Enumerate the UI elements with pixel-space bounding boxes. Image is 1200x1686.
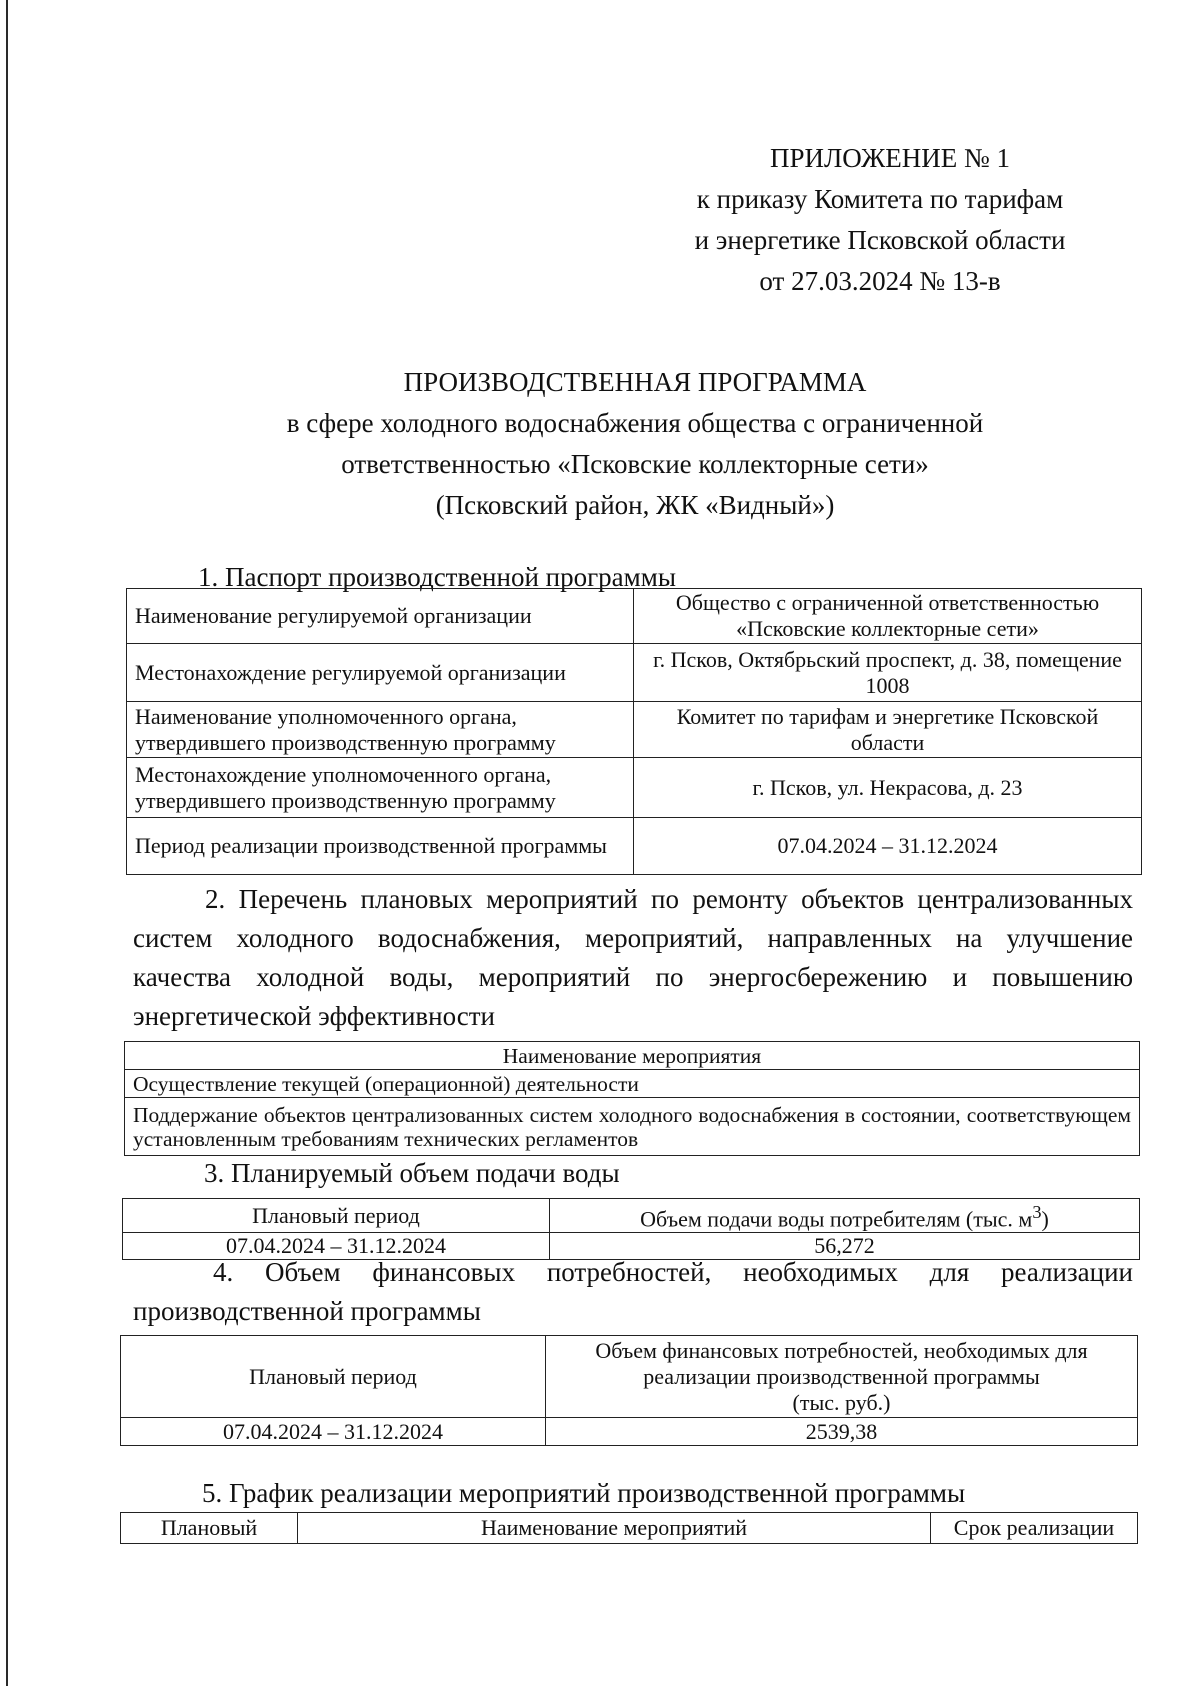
program-subtitle: (Псковский район, ЖК «Видный») <box>435 490 835 520</box>
table-row <box>127 758 1142 818</box>
table-header-cell: Плановый период <box>121 1336 546 1418</box>
table-row <box>127 589 1142 644</box>
appendix-line: к приказу Комитета по тарифам <box>696 184 1064 214</box>
table-row <box>121 1336 1138 1418</box>
table-row <box>127 644 1142 702</box>
scan-edge-line <box>6 0 8 1686</box>
table-header-cell: Наименование мероприятия <box>125 1042 1140 1070</box>
table-cell: Поддержание объектов централизованных систем холодного водоснабжения в состоянии, соответствующем установленным требованиям технических регламентов <box>125 1098 1140 1156</box>
header-line: реализации производственной программы <box>643 1363 1040 1389</box>
table-header-cell <box>550 1199 1140 1233</box>
table-header-cell: Плановый <box>121 1513 298 1544</box>
measures-table <box>124 1041 1140 1156</box>
table-row <box>123 1199 1140 1233</box>
table-row <box>121 1513 1138 1544</box>
table-cell: Осуществление текущей (операционной) деятельности <box>125 1070 1140 1098</box>
table-row <box>125 1070 1140 1098</box>
table-header-cell: Срок реализации <box>931 1513 1138 1544</box>
program-subtitle: ответственностью «Псковские коллекторные сети» <box>341 449 929 479</box>
table-header-cell: Плановый период <box>123 1199 550 1233</box>
table-row <box>127 702 1142 758</box>
table-row <box>121 1418 1138 1446</box>
section1-heading: 1. Паспорт производственной программы <box>198 562 676 592</box>
appendix-header <box>670 138 1090 302</box>
appendix-date: от 27.03.2024 № 13-в <box>759 266 1001 296</box>
table-row <box>127 818 1142 875</box>
header-line: Объем финансовых потребностей, необходимых для <box>595 1337 1088 1363</box>
table-cell: Наименование регулируемой организации <box>127 589 634 644</box>
table-cell: Общество с ограниченной ответственностью «Псковские коллекторные сети» <box>634 589 1142 644</box>
program-title: ПРОИЗВОДСТВЕННАЯ ПРОГРАММА <box>403 367 867 397</box>
appendix-title: ПРИЛОЖЕНИЕ № 1 <box>769 143 1011 173</box>
header-line: (тыс. руб.) <box>792 1389 891 1415</box>
table-cell: Местонахождение уполномоченного органа, утвердившего производственную программу <box>127 758 634 818</box>
schedule-table <box>120 1512 1138 1544</box>
table-header-cell: Наименование мероприятий <box>298 1513 931 1544</box>
program-subtitle: в сфере холодного водоснабжения общества с ограниченной <box>286 408 984 438</box>
table-cell: Период реализации производственной программы <box>127 818 634 875</box>
section3-heading: 3. Планируемый объем подачи воды <box>204 1158 620 1188</box>
table-cell: 07.04.2024 – 31.12.2024 <box>121 1418 546 1446</box>
section4-heading: 4. Объем финансовых потребностей, необходимых для реализации производственной программы <box>133 1257 1133 1326</box>
table-cell: Местонахождение регулируемой организации <box>127 644 634 702</box>
volume-header-text: Объем подачи воды потребителям (тыс. м <box>640 1206 1033 1232</box>
section5-heading: 5. График реализации мероприятий производственной программы <box>202 1478 966 1508</box>
volume-header-superscript: 3 <box>1032 1202 1042 1222</box>
table-cell: г. Псков, Октябрьский проспект, д. 38, помещение 1008 <box>634 644 1142 702</box>
table-cell: Комитет по тарифам и энергетике Псковской области <box>634 702 1142 758</box>
table-row <box>125 1098 1140 1156</box>
appendix-line: и энергетике Псковской области <box>694 225 1066 255</box>
table-cell: Наименование уполномоченного органа, утвердившего производственную программу <box>127 702 634 758</box>
table-cell: 56,272 <box>550 1233 1140 1260</box>
table-header-cell <box>546 1336 1138 1418</box>
water-volume-table <box>122 1198 1140 1260</box>
program-title-block <box>230 362 1040 526</box>
table-cell: г. Псков, ул. Некрасова, д. 23 <box>634 758 1142 818</box>
table-cell: 2539,38 <box>546 1418 1138 1446</box>
table-cell: 07.04.2024 – 31.12.2024 <box>634 818 1142 875</box>
passport-table <box>126 588 1142 875</box>
table-cell: 07.04.2024 – 31.12.2024 <box>123 1233 550 1260</box>
table-row <box>125 1042 1140 1070</box>
volume-header-paren: ) <box>1041 1206 1049 1232</box>
section2-heading: 2. Перечень плановых мероприятий по ремонту объектов централизованных систем холодного водоснабжения, мероприятий, направленных на улучшение качества холодной воды, мероприятий по энергосбережению и повышению энергетической эффективности <box>133 884 1133 1031</box>
financial-needs-table <box>120 1335 1138 1446</box>
